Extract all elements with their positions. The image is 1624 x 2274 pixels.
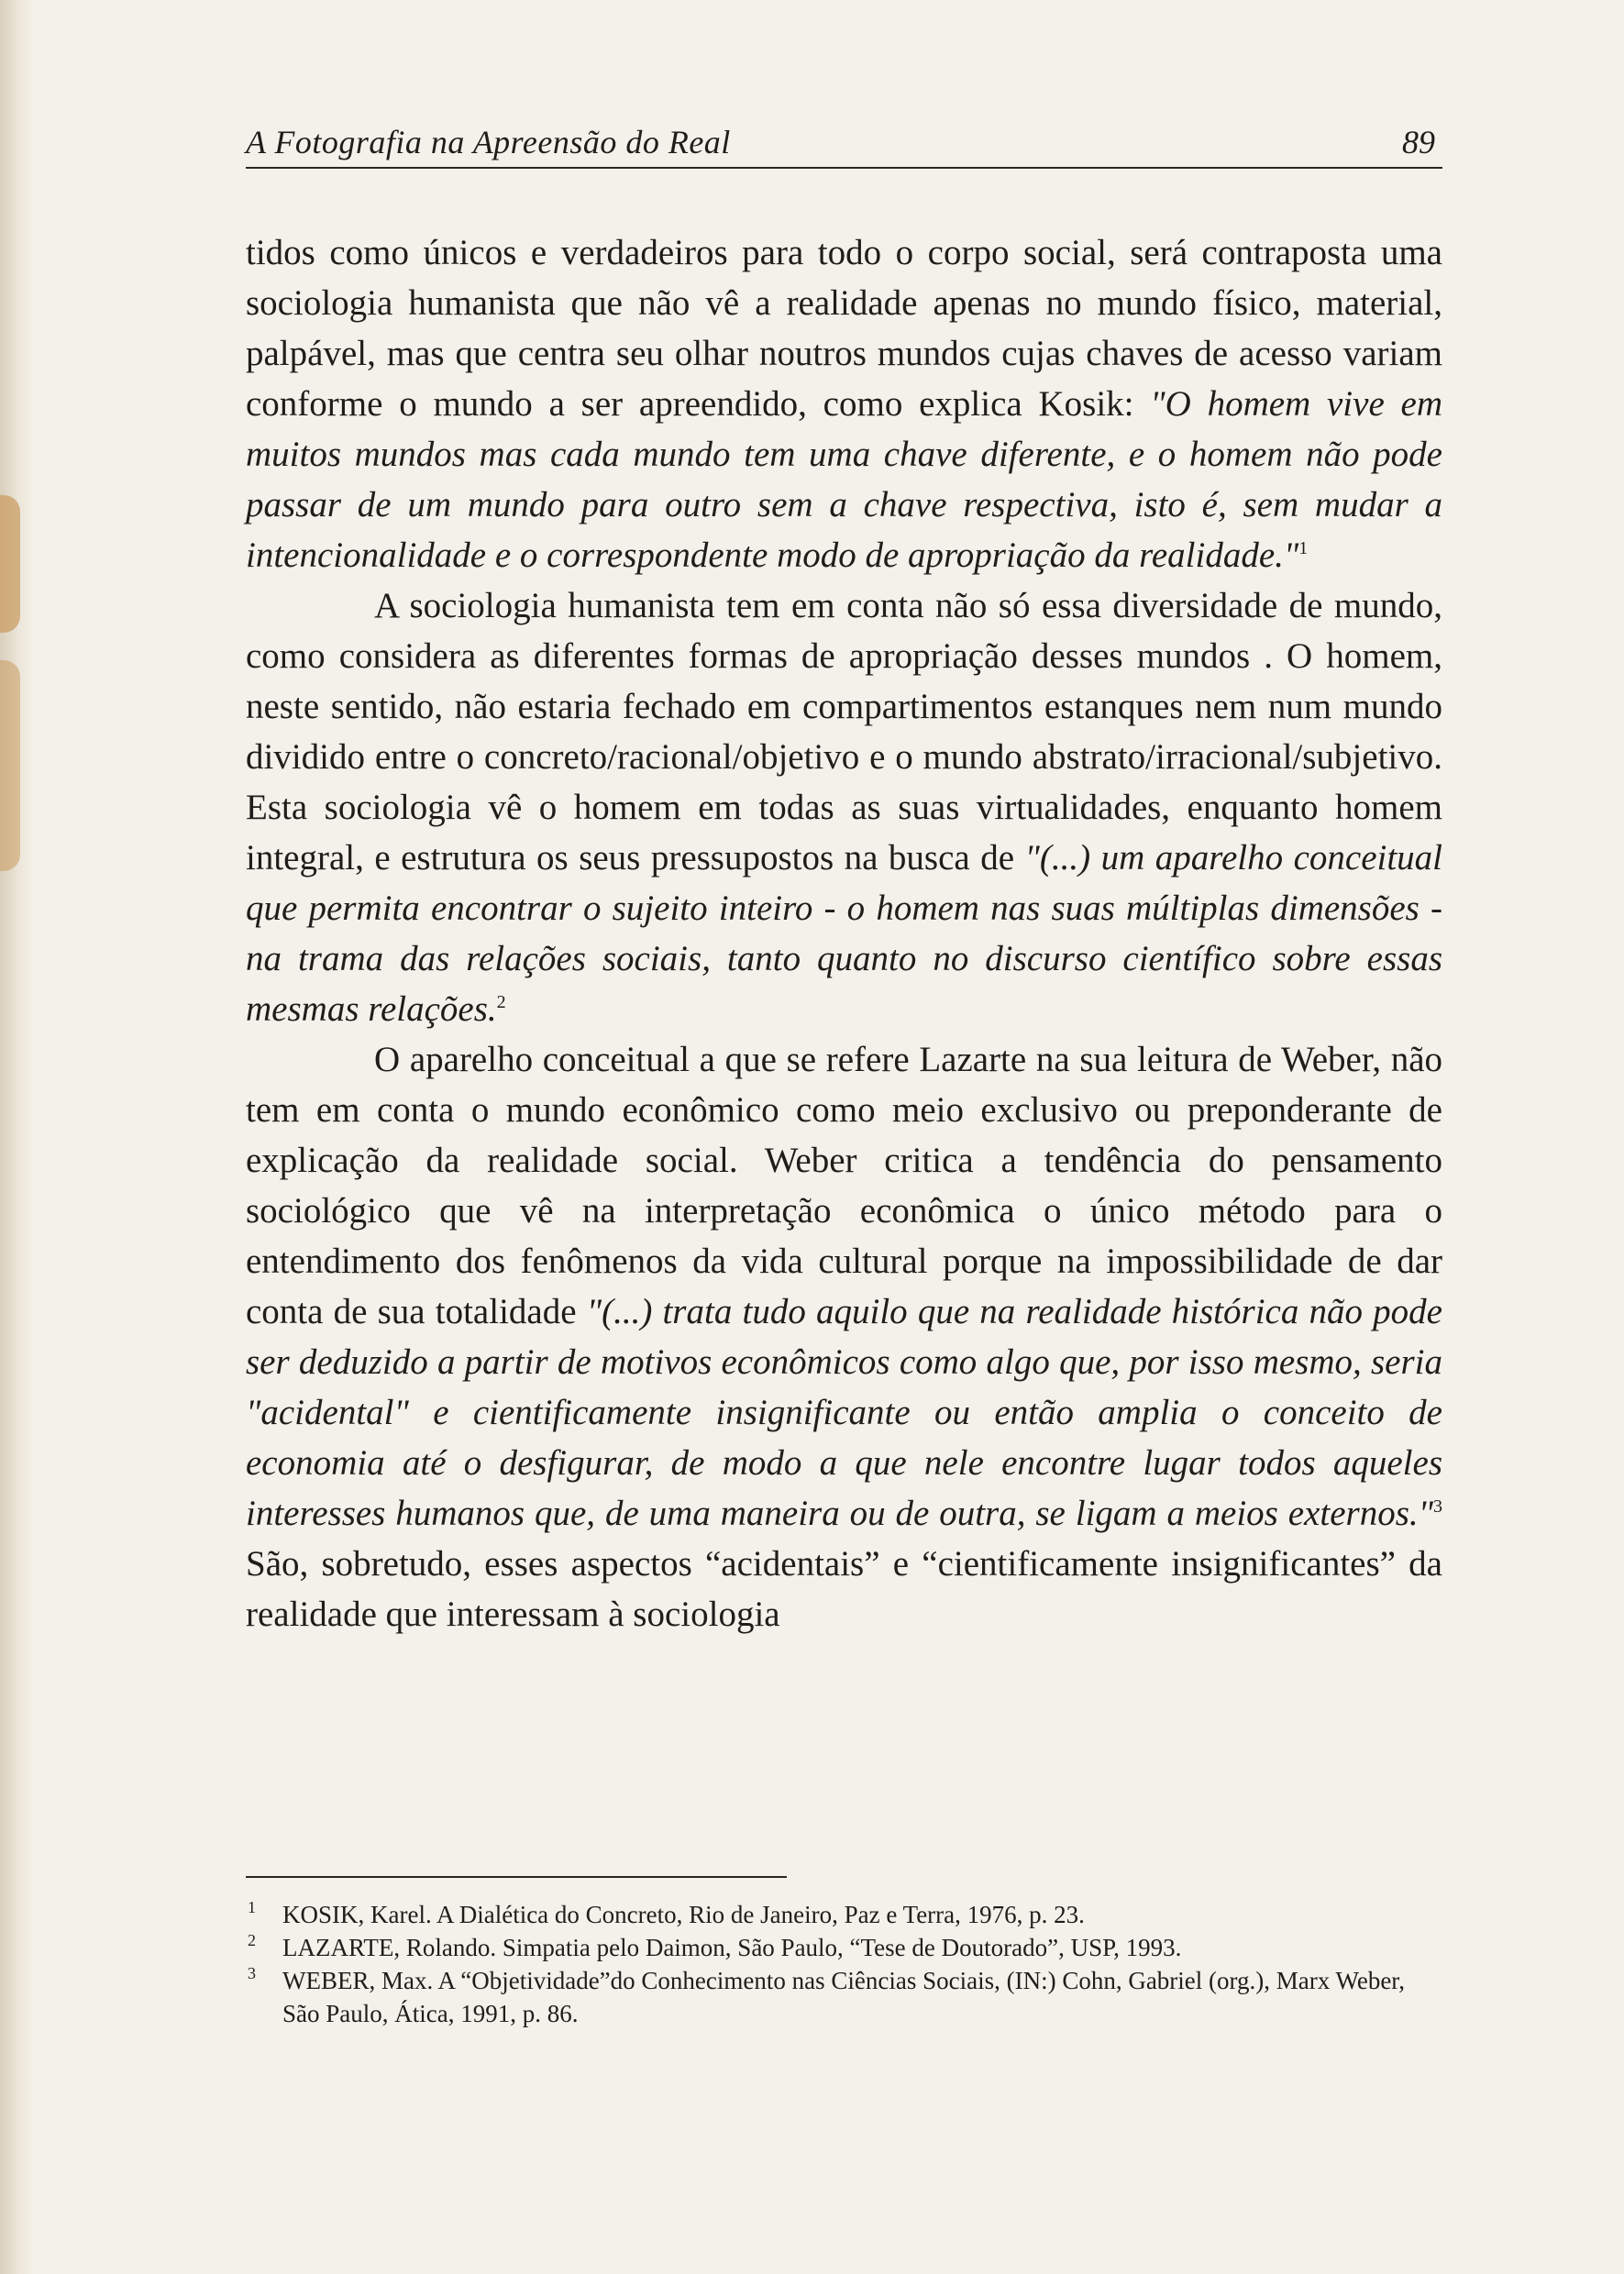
page-stain [0, 495, 20, 633]
footnote-divider [246, 1876, 787, 1878]
page-edge-shadow [0, 0, 35, 2274]
footnote-number: 1 [248, 1898, 256, 1916]
footnote-number: 3 [248, 1964, 256, 1982]
footnotes [246, 1898, 1442, 2030]
footnote-text: LAZARTE, Rolando. Simpatia pelo Daimon, São Paulo, “Tese de Doutorado”, USP, 1993. [282, 1934, 1182, 1961]
running-title: A Fotografia na Apreensão do Real [246, 124, 731, 160]
paragraph-1-text: tidos como únicos e verdadeiros para todo o corpo social, será contraposta uma sociologia humanista que não vê a realidade apenas no mundo físico, material, palpável, mas que centra seu olhar noutros mundos cujas chaves de acesso variam conforme o mundo a ser apreendido, como explica Kosik: [246, 233, 1442, 424]
footnote-ref-3: 3 [1433, 1496, 1442, 1517]
page-stain [0, 660, 20, 871]
footnote-text: KOSIK, Karel. A Dialética do Concreto, Rio de Janeiro, Paz e Terra, 1976, p. 23. [282, 1901, 1085, 1928]
footnote-ref-2: 2 [496, 992, 506, 1012]
paragraph-3 [246, 1034, 1442, 1639]
paragraph-2-text: A sociologia humanista tem em conta não só essa diversidade de mundo, como considera as diferentes formas de apropriação desses mundos . O homem, neste sentido, não estaria fechado em compartimentos estanques nem num mundo dividido entre o concreto/racional/objetivo e o mundo abstrato/irracional/subjetivo. Esta sociologia vê o homem em todas as suas virtualidades, enquanto homem integral, e estrutura os seus pressupostos na busca de [246, 586, 1442, 878]
footnote-2 [246, 1931, 1442, 1964]
footnote-1 [246, 1898, 1442, 1931]
footnote-3 [246, 1964, 1442, 2030]
paragraph-3-text-after: São, sobretudo, esses aspectos “acidentais” e “cientificamente insignificantes” da realidade que interessam à sociologia [246, 1544, 1442, 1634]
body-text [246, 227, 1442, 1639]
paragraph-1 [246, 227, 1442, 580]
paragraph-2 [246, 580, 1442, 1034]
paragraph-3-quote: "(...) trata tudo aquilo que na realidade histórica não pode ser deduzido a partir de motivos econômicos como algo que, por isso mesmo, seria "acidental" e cientificamente insignificante ou então amplia o conceito de economia até o desfigurar, de modo a que nele encontre lugar todos aqueles interesses humanos que, de uma maneira ou de outra, se ligam a meios externos." [246, 1292, 1442, 1533]
page-number: 89 [1402, 124, 1435, 160]
footnote-text: WEBER, Max. A “Objetividade”do Conhecimento nas Ciências Sociais, (IN:) Cohn, Gabriel (org.), Marx Weber, São Paulo, Ática, 1991, p. 86. [282, 1967, 1405, 2027]
footnote-number: 2 [248, 1931, 256, 1949]
footnote-ref-1: 1 [1298, 538, 1309, 558]
paragraph-3-text: O aparelho conceitual a que se refere Lazarte na sua leitura de Weber, não tem em conta o mundo econômico como meio exclusivo ou preponderante de explicação da realidade social. Weber critica a tendência do pensamento sociológico que vê na interpretação econômica o único método para o entendimento dos fenômenos da vida cultural porque na impossibilidade de dar conta de sua totalidade [246, 1040, 1442, 1331]
running-header [246, 116, 1442, 169]
paragraph-1-quote: "O homem vive em muitos mundos mas cada mundo tem uma chave diferente, e o homem não pode passar de um mundo para outro sem a chave respectiva, isto é, sem mudar a intencionalidade e o correspondente modo de apropriação da realidade." [246, 384, 1443, 575]
paragraph-2-quote: "(...) um aparelho conceitual que permita encontrar o sujeito inteiro - o homem nas suas múltiplas dimensões - na trama das relações sociais, tanto quanto no discurso científico sobre essas mesmas relações. [246, 838, 1443, 1029]
